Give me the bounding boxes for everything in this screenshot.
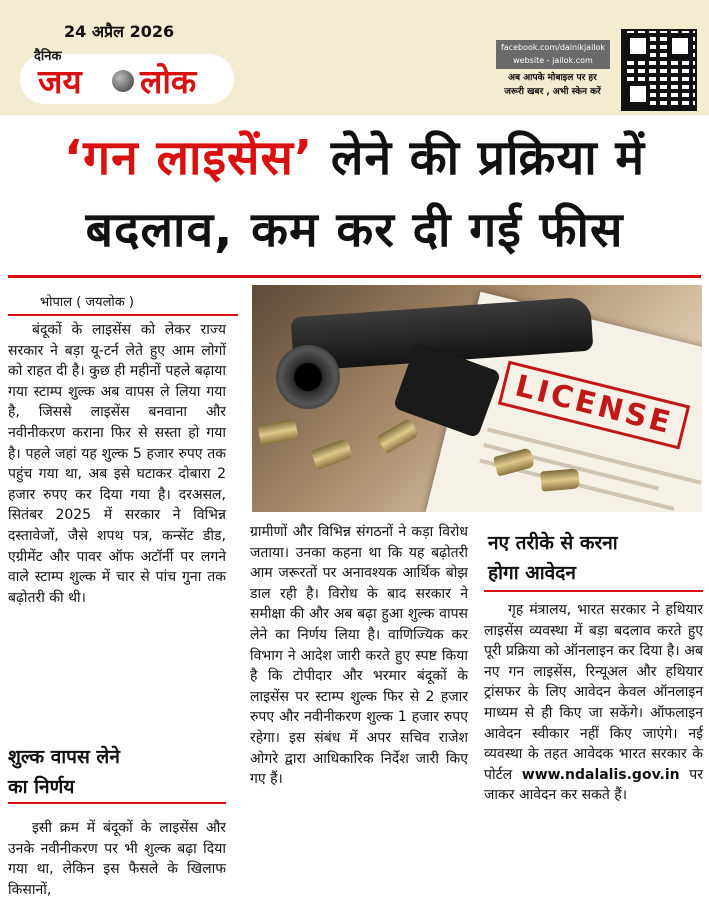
subheading-2: [488, 528, 703, 588]
mobile-promo-line2: जरूरी खबर , अभी स्केन करें: [504, 87, 601, 97]
article-photo-gun-license: [252, 285, 702, 512]
qr-code[interactable]: [621, 29, 697, 111]
pistol-muzzle: [276, 345, 340, 409]
subheading-divider: [8, 802, 226, 804]
article-column-3: [484, 600, 703, 806]
headline-line1-rest: लेने की प्रक्रिया में: [313, 130, 646, 186]
facebook-link[interactable]: facebook.com/dainikjailok: [500, 43, 606, 52]
headline-divider: [8, 275, 701, 278]
logo-prefix: दैनिक: [34, 49, 62, 64]
article-column-1-continued: [8, 818, 226, 900]
mobile-promo-text: [490, 71, 615, 99]
headline-line2: बदलाव, कम कर दी गई फीस: [85, 202, 624, 258]
subheading-2-line2: होगा आवेदन: [488, 562, 576, 584]
bullet-shell: [377, 418, 420, 454]
subheading-1-line2: का निर्णय: [8, 776, 75, 798]
subheading-divider: [484, 590, 703, 592]
qr-finder-pattern: [626, 34, 650, 58]
paragraph-text: गृह मंत्रालय, भारत सरकार ने हथियार लाइसेंस व्यवस्था में बड़ा बदलाव करते हुए पूरी प्रक्रिया को ऑनलाइन कर दिया है। अब नए गन लाइसेंस, रिन्यूअल और हथियार ट्रांसफर के लिए आवेदन केवल ऑनलाइन माध्यम से ही किए जा सकेंगे। ऑफलाइन आवेदन स्वीकार नहीं किए जाएंगे। नई व्यवस्था के तहत आवेदक भारत सरकार के पोर्टल: [484, 602, 703, 783]
byline-divider: [8, 314, 238, 316]
website-link[interactable]: website - jailok.com: [513, 56, 593, 65]
qr-finder-pattern: [626, 82, 650, 106]
article-paragraph: इसी क्रम में बंदूकों के लाइसेंस और उनके नवीनीकरण पर भी शुल्क बढ़ा दिया गया था, लेकिन इस फैसले के खिलाफ किसानों,: [8, 820, 226, 898]
article-column-2: [250, 522, 468, 790]
article-paragraph: बंदूकों के लाइसेंस को लेकर राज्य सरकार ने बड़ा यू-टर्न लेते हुए आम लोगों को राहत दी है। कुछ ही महीनों पहले बढ़ाया गया स्टाम्प शुल्क अब वापस ले लिया गया है, जिससे लाइसेंस बनवाना और नवीनीकरण कराना फिर से सस्ता हो गया है। पहले जहां यह शुल्क 5 हजार रुपए तक पहुंच गया था, अब इसे घटाकर दोबारा 2 हजार रुपए कर दिया गया है। दरअसल, सितंबर 2025 में सरकार ने विभिन्न दस्तावेजों, जैसे शपथ पत्र, कन्सेंट डीड, एग्रीमेंट और पावर ऑफ अटॉर्नी पर लगने वाले स्टाम्प शुल्क में चार से पांच गुना तक बढ़ोतरी की थी।: [8, 322, 226, 606]
article-column-1: [8, 320, 226, 608]
headline-line1: [0, 122, 709, 194]
globe-icon: [112, 70, 134, 92]
bullet-shell: [258, 419, 299, 445]
subheading-1-line1: शुल्क वापस लेने: [8, 746, 120, 768]
issue-date: 24 अप्रैल 2026: [64, 22, 175, 41]
subheading-2-line1: नए तरीके से करना: [488, 532, 618, 554]
qr-finder-pattern: [668, 34, 692, 58]
portal-link[interactable]: www.ndalalis.gov.in: [521, 766, 680, 783]
headline-quoted: ‘गन लाइसेंस’: [63, 130, 314, 186]
logo-text-part1: जय: [38, 62, 82, 101]
masthead: [0, 0, 709, 115]
mobile-promo-line1: अब आपके मोबाइल पर हर: [508, 73, 597, 83]
headline: [0, 122, 709, 266]
subheading-1: [8, 742, 226, 802]
social-info-box: [496, 40, 610, 69]
license-stamp: LICENSE: [498, 361, 690, 450]
bullet-shell: [311, 438, 354, 470]
logo-text-part2: लोक: [140, 62, 197, 101]
paragraph-text: पर जाकर आवेदन कर सकते हैं।: [484, 766, 703, 804]
article-paragraph: [484, 600, 703, 806]
byline: भोपाल ( जयलोक ): [40, 295, 134, 310]
bullet-shell: [540, 468, 580, 491]
article-paragraph: ग्रामीणों और विभिन्न संगठनों ने कड़ा विरोध जताया। उनका कहना था कि यह बढ़ोतरी आम जरूरतों पर अनावश्यक आर्थिक बोझ डाल रही है। विरोध के बाद सरकार ने समीक्षा की और अब बढ़ा हुआ शुल्क वापस लेने का निर्णय लिया है। वाणिज्यिक कर विभाग ने आदेश जारी करते हुए स्पष्ट किया है कि टोपीदार और भरमार बंदूकों के लाइसेंस पर स्टाम्प शुल्क फिर से 2 हजार रुपए और नवीनीकरण शुल्क 1 हजार रुपए रहेगा। इस संबंध में अपर सचिव राजेश ओगरे द्वारा आधिकारिक निर्देश जारी किए गए हैं।: [250, 524, 468, 788]
